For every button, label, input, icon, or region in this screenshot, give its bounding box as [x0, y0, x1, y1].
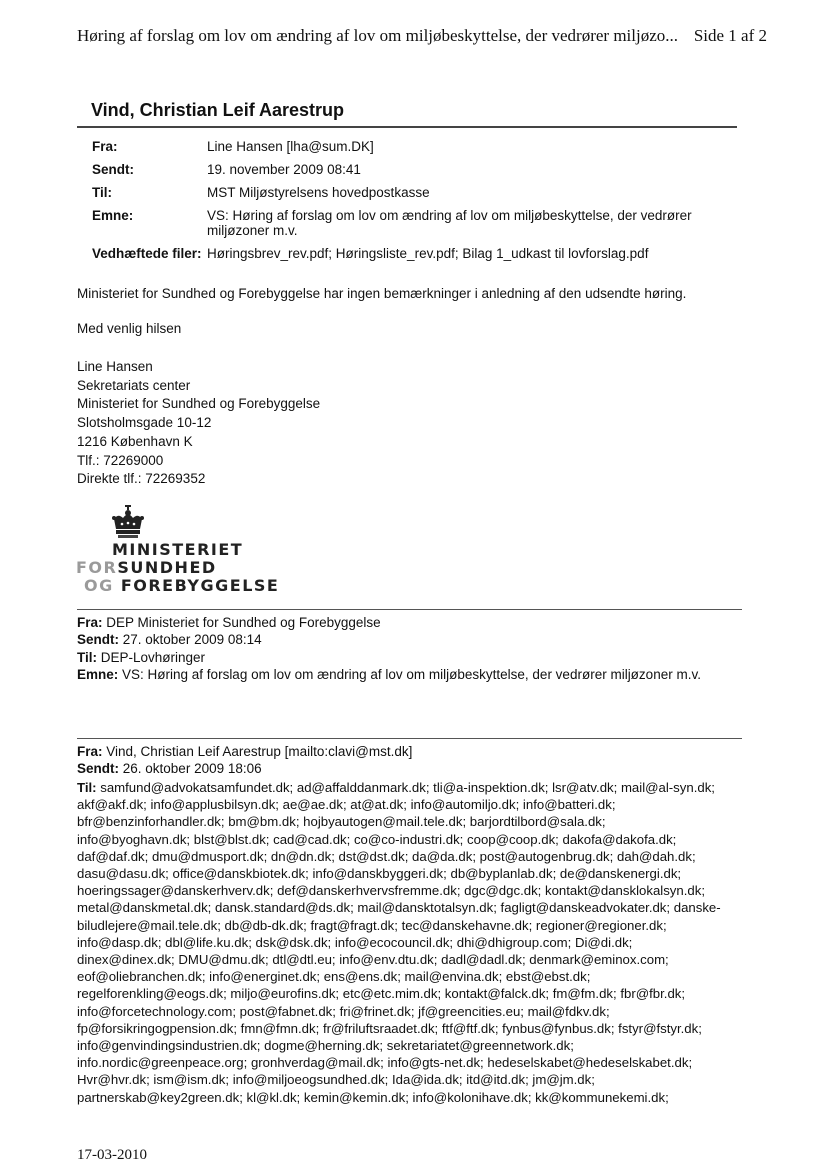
recipient-line: regelforenkling@eogs.dk; miljo@eurofins.dk; etc@etc.mim.dk; kontakt@falck.dk; fm@fm.dk; fbr@fbr.dk; [77, 986, 686, 1002]
crown-icon [108, 505, 148, 539]
recipient-line: eof@oliebranchen.dk; info@energinet.dk; ens@ens.dk; mail@envina.dk; ebst@ebst.dk; [77, 969, 591, 985]
recipient-line: partnerskab@key2green.dk; kl@kl.dk; kemin@kemin.dk; info@kolonihave.dk; kk@kommunekemi.dk; [77, 1089, 669, 1105]
signature-city: 1216 København K [77, 433, 193, 449]
logo-line3-prefix: OG [84, 576, 114, 595]
page-number: Side 1 af 2 [693, 26, 767, 45]
sent-value: 19. november 2009 08:41 [207, 162, 361, 177]
recipient-line: bfr@benzinforhandler.dk; bm@bm.dk; hojbyautogen@mail.tele.dk; barjordtilbord@sala.dk; [77, 814, 606, 830]
recipient-line: fp@forsikringogpension.dk; fmn@fmn.dk; fr@friluftsraadet.dk; ftf@ftf.dk; fynbus@fynbus.dk; fstyr@fstyr.dk; [77, 1020, 702, 1036]
logo-line2 [76, 558, 217, 577]
subject-value-line2: miljøzoner m.v. [207, 223, 298, 238]
recipient-line [77, 779, 777, 796]
forward1-subject-label: Emne: [77, 667, 119, 682]
recipient-line: dinex@dinex.dk; DMU@dmu.dk; dtl@dtl.eu; info@env.dtu.dk; dadl@dadl.dk; denmark@eminox.com; [77, 952, 669, 968]
recipient-line: akf@akf.dk; info@applusbilsyn.dk; ae@ae.dk; at@at.dk; info@automiljo.dk; info@batteri.dk; [77, 797, 616, 813]
forward2-divider [77, 738, 742, 739]
forward1-divider [77, 609, 742, 610]
forward1-to [77, 650, 205, 665]
forward1-to-value: DEP-Lovhøringer [100, 650, 206, 665]
print-header-title: Høring af forslag om lov om ændring af lov om miljøbeskyttelse, der vedrører miljøzo... [77, 26, 679, 45]
ministry-logo [76, 505, 280, 600]
signature-department: Sekretariats center [77, 377, 191, 393]
forward1-from [77, 615, 381, 630]
signature-direct-phone: Direkte tlf.: 72269352 [77, 471, 206, 487]
forward1-to-label: Til: [77, 650, 97, 665]
recipient-line: metal@danskmetal.dk; dansk.standard@ds.dk; mail@dansktotalsyn.dk; fagligt@danskeadvokater.dk; danske- [77, 900, 721, 916]
recipient-line: info@byoghavn.dk; blst@blst.dk; cad@cad.dk; co@co-industri.dk; coop@coop.dk; dakofa@dakofa.dk; [77, 831, 677, 847]
logo-line3 [84, 576, 279, 595]
recipient-line-first: samfund@advokatsamfundet.dk; ad@affalddanmark.dk; tli@a-inspektion.dk; lsr@atv.dk; mail@al-syn.dk; [100, 780, 715, 795]
recipient-line: hoeringssager@danskerhverv.dk; def@danskerhvervsfremme.dk; dgc@dgc.dk; kontakt@dansklokalsyn.dk; [77, 883, 705, 899]
recipient-line: dasu@dasu.dk; office@danskbiotek.dk; info@danskbyggeri.dk; db@byplanlab.dk; de@danskenergi.dk; [77, 866, 682, 882]
recipient-line: info@dasp.dk; dbl@life.ku.dk; dsk@dsk.dk; info@ecocouncil.dk; dhi@dhigroup.com; Di@di.dk; [77, 934, 633, 950]
forward2-from [77, 744, 412, 759]
subject-label: Emne: [92, 208, 134, 223]
signature-phone: Tlf.: 72269000 [77, 452, 164, 468]
to-value: MST Miljøstyrelsens hovedpostkasse [207, 185, 430, 200]
forward2-from-label: Fra: [77, 744, 103, 759]
logo-line3-word: FOREBYGGELSE [120, 576, 280, 595]
signature-street: Slotsholmsgade 10-12 [77, 415, 212, 431]
recipient-line: biludlejere@mail.tele.dk; db@db-dk.dk; fragt@fragt.dk; tec@danskehavne.dk; regioner@regioner.dk; [77, 917, 667, 933]
forward1-from-value: DEP Ministeriet for Sundhed og Forebyggelse [106, 615, 381, 630]
forward2-sent [77, 761, 262, 776]
forward2-from-value: Vind, Christian Leif Aarestrup [mailto:clavi@mst.dk] [106, 744, 413, 759]
signature-block [77, 358, 320, 489]
sent-label: Sendt: [92, 162, 134, 177]
recipient-line: daf@daf.dk; dmu@dmusport.dk; dn@dn.dk; dst@dst.dk; da@da.dk; post@autogenbrug.dk; dah@dah.dk; [77, 848, 696, 864]
body-text: Ministeriet for Sundhed og Forebyggelse har ingen bemærkninger i anledning af den udsendte høring. [77, 286, 687, 301]
recipient-list [77, 779, 777, 1106]
recipient-line: info@forcetechnology.com; post@fabnet.dk; fri@frinet.dk; jf@greencities.eu; mail@fdkv.dk; [77, 1003, 610, 1019]
forward1-sent-label: Sendt: [77, 632, 119, 647]
sender-name: Vind, Christian Leif Aarestrup [91, 100, 345, 120]
forward1-from-label: Fra: [77, 615, 103, 630]
forward2-sent-label: Sendt: [77, 761, 119, 776]
from-value: Line Hansen [lha@sum.DK] [207, 139, 374, 154]
forward2-to-label: Til: [77, 780, 97, 795]
attachments-value: Høringsbrev_rev.pdf; Høringsliste_rev.pdf; Bilag 1_udkast til lovforslag.pdf [207, 246, 649, 261]
signature-ministry: Ministeriet for Sundhed og Forebyggelse [77, 396, 321, 412]
forward1-sent [77, 632, 262, 647]
print-date: 17-03-2010 [77, 1147, 147, 1163]
logo-line2-prefix: FOR [76, 558, 118, 577]
recipient-line: info@genvindingsindustrien.dk; dogme@herning.dk; sekretariatet@greennetwork.dk; [77, 1038, 574, 1054]
from-label: Fra: [92, 139, 118, 154]
recipient-line: Hvr@hvr.dk; ism@ism.dk; info@miljoeogsundhed.dk; Ida@ida.dk; itd@itd.dk; jm@jm.dk; [77, 1072, 595, 1088]
logo-line2-word: SUNDHED [117, 558, 217, 577]
subject-value-line1: VS: Høring af forslag om lov om ændring af lov om miljøbeskyttelse, der vedrører [207, 208, 692, 223]
forward1-subject [77, 667, 701, 682]
signature-name: Line Hansen [77, 359, 153, 374]
heading-divider [77, 126, 737, 128]
forward1-sent-value: 27. oktober 2009 08:14 [122, 632, 262, 647]
recipient-line: info.nordic@greenpeace.org; gronhverdag@mail.dk; info@gts-net.dk; hedeselskabet@hedeselskabet.dk; [77, 1055, 693, 1071]
forward2-sent-value: 26. oktober 2009 18:06 [122, 761, 262, 776]
logo-line1: MINISTERIET [112, 540, 244, 559]
greeting: Med venlig hilsen [77, 321, 182, 336]
to-label: Til: [92, 185, 112, 200]
attachments-label: Vedhæftede filer: [92, 246, 202, 261]
forward1-subject-value: VS: Høring af forslag om lov om ændring af lov om miljøbeskyttelse, der vedrører miljøzoner m.v. [122, 667, 701, 682]
print-header [77, 26, 767, 46]
